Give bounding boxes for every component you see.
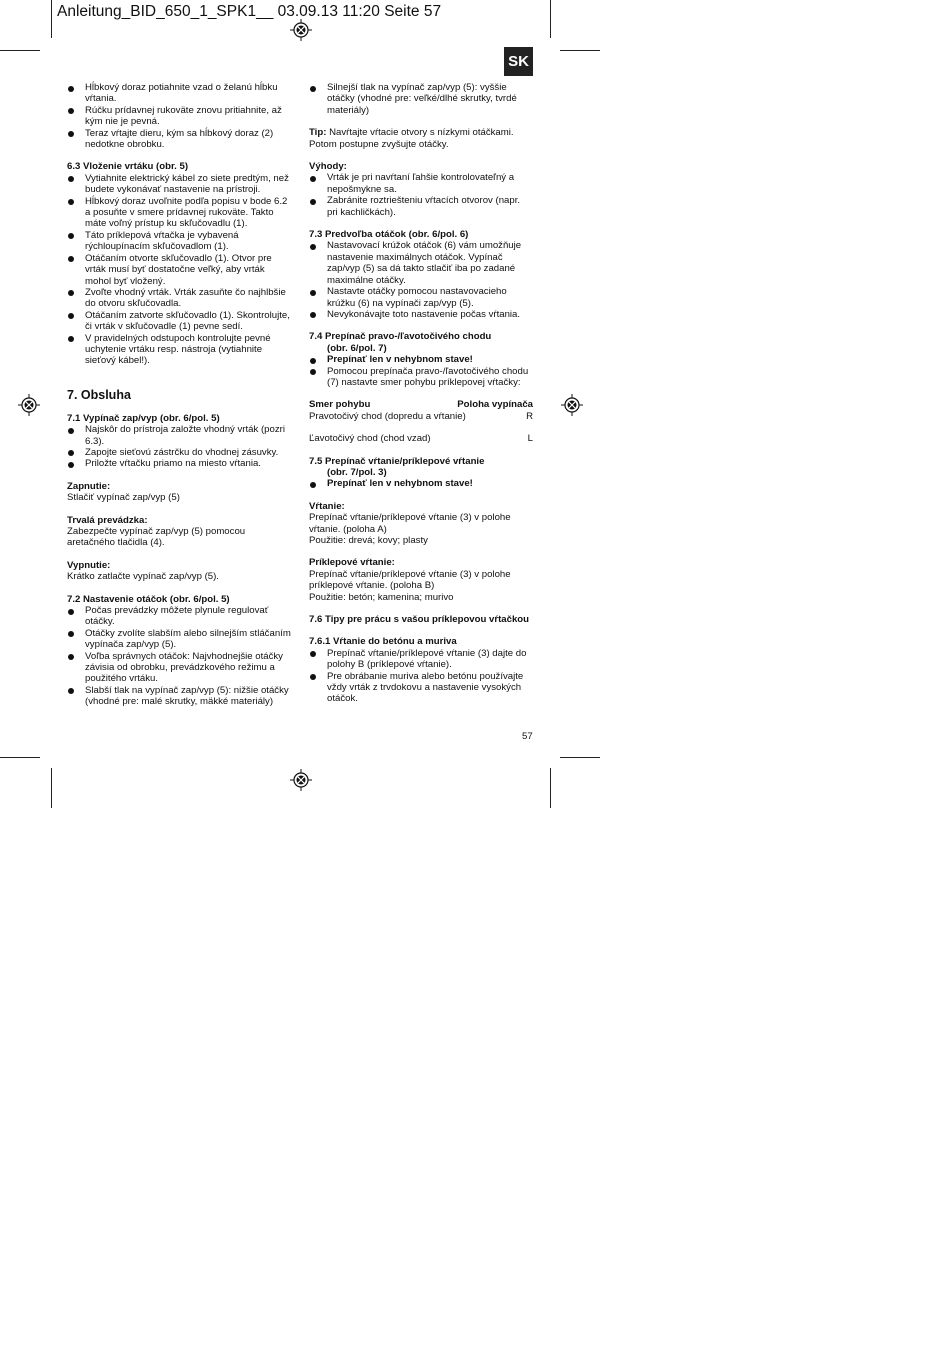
list-item: Zvoľte vhodný vrták. Vrták zasuňte čo najhlbšie do otvoru skľučovadla. xyxy=(67,287,292,310)
list-item: Zapojte sieťovú zástrčku do vhodnej zásuvky. xyxy=(67,447,292,458)
right-column xyxy=(309,82,533,705)
list-item: Prepínať len v nehybnom stave! xyxy=(309,478,533,489)
section-heading-cont: (obr. 6/pol. 7) xyxy=(327,342,387,354)
tip-text: Navŕtajte vŕtacie otvory s nízkymi otáčkami. Potom postupne zvyšujte otáčky. xyxy=(309,127,514,150)
list-item: Vytiahnite elektrický kábel zo siete predtým, než budete vykonávať nastavenie na prístroji. xyxy=(67,173,292,196)
subheading: Zapnutie: xyxy=(67,480,111,492)
table-header-cell: Smer pohybu xyxy=(309,399,371,411)
list-item: Otáčaním otvorte skľučovadlo (1). Otvor pre vrták musí byť dostatočne veľký, aby vrták mohol byť vložený. xyxy=(67,253,292,287)
list-item: Zabránite roztriešteniu vŕtacích otvorov (napr. pri kachličkách). xyxy=(309,195,533,218)
list-item: Silnejší tlak na vypínač zap/vyp (5): vyššie otáčky (vhodné pre: veľké/dlhé skrutky, tvrdé materiály) xyxy=(309,82,533,116)
section-heading: 7.3 Predvoľba otáčok (obr. 6/pol. 6) xyxy=(309,229,469,241)
list-item: Voľba správnych otáčok: Najvhodnejšie otáčky závisia od obrobku, prevádzkového režimu a použitého vrtáku. xyxy=(67,651,292,685)
bullet-list xyxy=(309,172,533,218)
chapter-heading: 7. Obsluha xyxy=(67,387,131,402)
list-item: Otáčky zvolíte slabším alebo silnejším stláčaním vypínača zap/vyp (5). xyxy=(67,628,292,651)
left-column xyxy=(67,82,292,708)
crop-mark xyxy=(550,768,551,808)
section-heading: 7.4 Prepínač pravo-/ľavotočivého chodu xyxy=(309,331,492,343)
section-heading: 7.6 Tipy pre prácu s vašou príklepovou vŕtačkou xyxy=(309,614,530,626)
crop-mark xyxy=(550,0,551,38)
list-item: Nevykonávajte toto nastavenie počas vŕtania. xyxy=(309,309,533,320)
table-cell: Ľavotočivý chod (chod vzad) xyxy=(309,433,431,445)
list-item: Táto príklepová vŕtačka je vybavená rýchloupínacím skľučovadlom (1). xyxy=(67,230,292,253)
paragraph: Prepínač vŕtanie/príklepové vŕtanie (3) v polohe vŕtanie. (poloha A) xyxy=(309,512,511,535)
bullet-list xyxy=(309,82,533,116)
subheading: Trvalá prevádzka: xyxy=(67,514,148,526)
paragraph: Krátko zatlačte vypínač zap/vyp (5). xyxy=(67,571,219,583)
list-item: Slabší tlak na vypínač zap/vyp (5): nižšie otáčky (vhodné pre: malé skrutky, mäkké materiály) xyxy=(67,685,292,708)
list-item: Hĺbkový doraz potiahnite vzad o želanú hĺbku vŕtania. xyxy=(67,82,292,105)
table-cell: L xyxy=(527,433,533,445)
crop-mark xyxy=(51,768,52,808)
list-item: Otáčaním zatvorte skľučovadlo (1). Skontrolujte, či vrták v skľučovadle (1) pevne sedí. xyxy=(67,310,292,333)
bullet-list xyxy=(309,648,533,705)
bullet-list xyxy=(309,240,533,320)
section-heading: 7.5 Prepínač vŕtanie/príklepové vŕtanie xyxy=(309,455,485,467)
paragraph: Použitie: betón; kamenina; murivo xyxy=(309,591,454,603)
paragraph: Použitie: drevá; kovy; plasty xyxy=(309,535,428,546)
list-item: Nastavte otáčky pomocou nastavovacieho krúžku (6) na vypínači zap/vyp (5). xyxy=(309,286,533,309)
list-item: Pomocou prepínača pravo-/ľavotočivého chodu (7) nastavte smer pohybu príklepovej vŕtačky: xyxy=(309,366,533,389)
list-item: Prepínač vŕtanie/príklepové vŕtanie (3) dajte do polohy B (príklepové vŕtanie). xyxy=(309,648,533,671)
registration-mark-icon xyxy=(290,19,312,41)
bullet-list xyxy=(67,605,292,708)
language-badge: SK xyxy=(504,47,533,76)
page-number: 57 xyxy=(522,731,533,742)
crop-mark xyxy=(0,50,40,51)
table-cell: Pravotočivý chod (dopredu a vŕtanie) xyxy=(309,410,466,422)
paragraph: Prepínač vŕtanie/príklepové vŕtanie (3) v polohe príklepové vŕtanie. (poloha B) xyxy=(309,568,511,592)
list-item: Pre obrábanie muriva alebo betónu používajte vždy vrták z trvdokovu a nastavenie vysokých otáčok. xyxy=(309,671,533,705)
paragraph: Stlačiť vypínač zap/vyp (5) xyxy=(67,492,180,504)
registration-mark-icon xyxy=(290,769,312,791)
table-header-cell: Poloha vypínača xyxy=(457,399,533,411)
list-item: Hĺbkový doraz uvoľnite podľa popisu v bode 6.2 a posuňte v smere prídavnej rukoväte. Takto máte voľný prístup ku skľučovadlu (1). xyxy=(67,196,292,230)
tip-paragraph xyxy=(309,127,533,150)
list-item: Prepínať len v nehybnom stave! xyxy=(309,354,533,365)
crop-mark xyxy=(0,757,40,758)
subheading: Príklepové vŕtanie: xyxy=(309,557,395,569)
bullet-list xyxy=(67,173,292,367)
list-item: V pravidelných odstupoch kontrolujte pevné uchytenie vrtáku resp. nástroja (vytiahnite sieťový kábel!). xyxy=(67,333,292,367)
file-header: Anleitung_BID_650_1_SPK1__ 03.09.13 11:20 Seite 57 xyxy=(57,3,442,20)
table-row xyxy=(309,433,533,444)
table-header xyxy=(309,399,533,410)
crop-mark xyxy=(51,0,52,38)
section-heading: 7.2 Nastavenie otáčok (obr. 6/pol. 5) xyxy=(67,593,230,605)
crop-mark xyxy=(560,757,600,758)
list-item: Najskôr do prístroja založte vhodný vrták (pozri 6.3). xyxy=(67,424,292,447)
list-item: Rúčku prídavnej rukoväte znovu pritiahnite, až kým nie je pevná. xyxy=(67,105,292,128)
bullet-list xyxy=(67,82,292,150)
table-row xyxy=(309,411,533,422)
section-heading: 7.1 Vypínač zap/vyp (obr. 6/pol. 5) xyxy=(67,412,220,424)
crop-mark xyxy=(560,50,600,51)
list-item: Priložte vŕtačku priamo na miesto vŕtania. xyxy=(67,458,292,469)
section-heading: 6.3 Vloženie vrtáku (obr. 5) xyxy=(67,161,189,173)
list-item: Počas prevádzky môžete plynule regulovať otáčky. xyxy=(67,605,292,628)
section-heading-cont: (obr. 7/pol. 3) xyxy=(327,466,387,478)
section-heading: 7.6.1 Vŕtanie do betónu a muriva xyxy=(309,636,457,648)
subheading: Výhody: xyxy=(309,161,347,173)
tip-label: Tip: xyxy=(309,127,327,139)
registration-mark-icon xyxy=(18,394,40,416)
direction-table xyxy=(309,399,533,444)
registration-mark-icon xyxy=(561,394,583,416)
list-item: Nastavovací krúžok otáčok (6) vám umožňuje nastavenie maximálnych otáčok. Vypínač zap/vyp (5) sa dá takto stlačiť iba po zadané maximálne otáčky. xyxy=(309,240,533,286)
bullet-list xyxy=(309,478,533,489)
paragraph: Zabezpečte vypínač zap/vyp (5) pomocou aretačného tlačidla (4). xyxy=(67,526,246,549)
list-item: Teraz vŕtajte dieru, kým sa hĺbkový doraz (2) nedotkne obrobku. xyxy=(67,128,292,151)
subheading: Vypnutie: xyxy=(67,559,111,571)
bullet-list xyxy=(67,424,292,470)
bullet-list xyxy=(309,354,533,388)
table-cell: R xyxy=(526,410,533,422)
subheading: Vŕtanie: xyxy=(309,500,345,512)
list-item: Vrták je pri navŕtaní ľahšie kontrolovateľný a nepošmykne sa. xyxy=(309,172,533,195)
